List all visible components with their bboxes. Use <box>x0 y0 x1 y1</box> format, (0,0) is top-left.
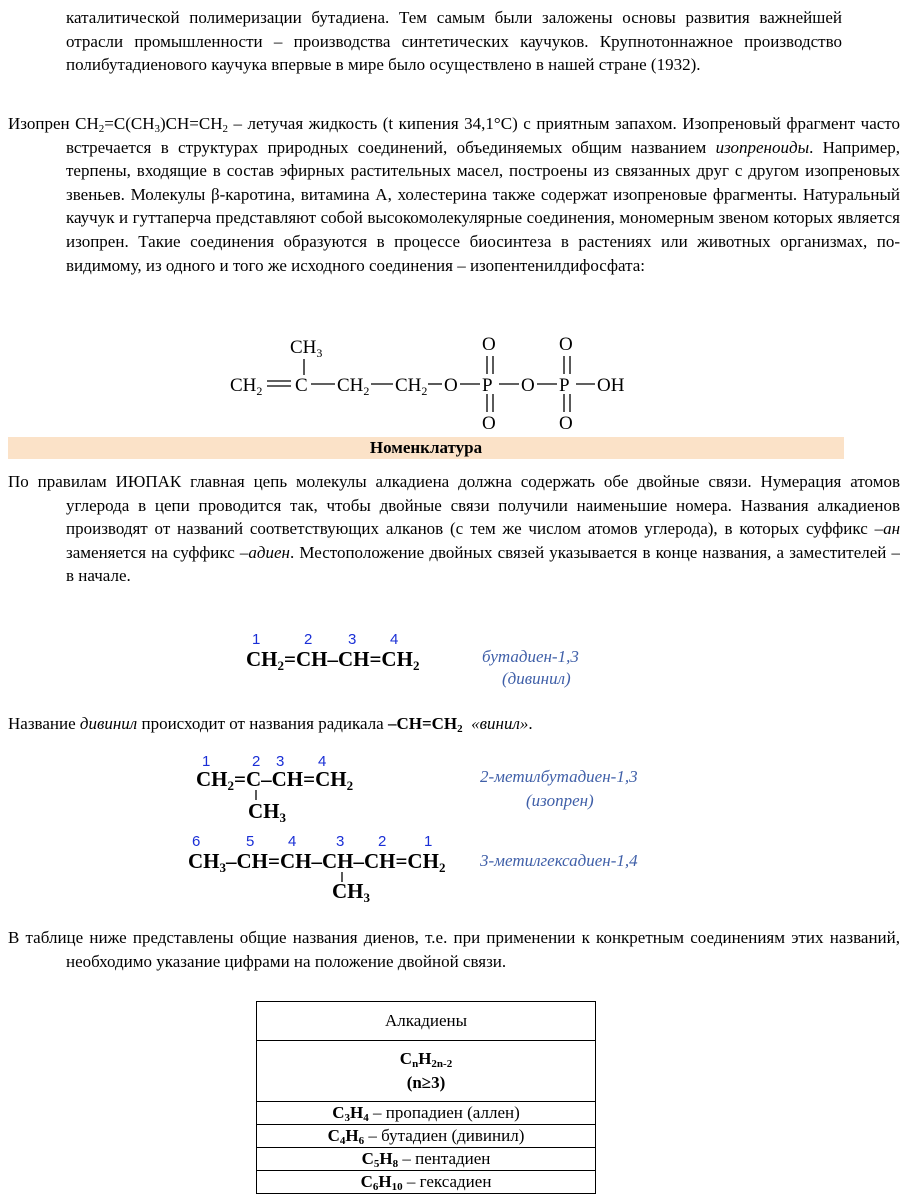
general-formula-cell: $C_nH_{2n-2}$ (n≥3) <box>257 1041 596 1102</box>
alkadienes-table <box>256 1001 596 1194</box>
ipp-ch2-start: $CH_2$ <box>230 375 263 398</box>
iupac-text: По правилам ИЮПАК главная цепь молекулы алкадиена должна содержать обе двойные связи. Нумерация атомов углерода в цепи проводится так, чтобы двойные связи получили наименьшие номера. Названия алкадиенов производят от названий соответствующих алканов (с тем же числом атомов углерода), в которых суффикс <box>8 472 900 539</box>
isoprene-text: . Например, терпены, входящие в состав эфирных растительных масел, построены из связанных друг с другом изопреновых звеньев. Молекулы β-каротина, витамина А, холестерина также содержат изопреновые фрагменты. Натуральный каучук и гуттаперча представляют собой высокомолекулярные соединения, мономерным звеном которых является изопрен. Такие соединения образуются в процессе биосинтеза в растениях или животных организмах, по-видимому, из одного и того же исходного соединения – изопентенилдифосфата: <box>66 137 900 275</box>
carbon-number: 1 <box>202 753 211 770</box>
ipp-ch3-label: $CH_3$ <box>290 337 323 360</box>
isoprene-text: – летучая жидкость (t кипения 34,1°C) с приятным запахом. Изопреновый фрагмент часто встречается в структурах природных соединений, объединяемых общим названием <box>66 114 900 157</box>
ipp-p2: P <box>559 375 570 396</box>
isoprene-name: 2-метилбутадиен-1,3 <box>480 767 638 786</box>
ipp-o1: O <box>444 375 458 396</box>
isoprene-formula <box>190 750 660 825</box>
paragraph-intro <box>66 6 842 77</box>
ipp-p2-o-top: O <box>559 334 573 355</box>
ipp-c-atom: C <box>295 375 308 396</box>
general-condition: (n≥3) <box>406 1073 446 1092</box>
ipp-structure <box>225 330 645 435</box>
carbon-number: 2 <box>378 833 387 850</box>
divinyl-text: Название <box>8 714 80 733</box>
ipp-ch2-b: $CH_2$ <box>395 375 428 398</box>
carbon-number: 5 <box>246 833 255 850</box>
isoprene-formula-part: Изопрен CH <box>8 114 99 133</box>
paragraph-intro-line2: важнейшей отрасли промышленности – производства синтетических каучуков. <box>66 8 842 51</box>
paragraph-intro-line1: каталитической полимеризации бутадиена. Тем самым были заложены основы развития <box>66 8 750 27</box>
subscript: 2 <box>222 123 228 135</box>
section-title-nomenclature: Номенклатура <box>8 437 844 459</box>
ipp-oh: OH <box>597 375 625 396</box>
hexadiene-name: 3-метилгексадиен-1,4 <box>480 851 638 870</box>
term-divinyl: дивинил <box>79 714 138 733</box>
carbon-number: 3 <box>276 753 285 770</box>
ipp-p1-o-bottom: O <box>482 413 496 434</box>
table-row: $C_5H_8$ – пентадиен <box>257 1148 596 1171</box>
hexadiene-main-chain: CH3–CH=CH–CH–CH=CH2 <box>188 849 446 875</box>
isoprene-formula-part: )CH=CH <box>159 114 223 133</box>
subscript: 2 <box>98 123 105 135</box>
ipp-p1: P <box>482 375 493 396</box>
butadiene-formula <box>240 628 620 692</box>
ipp-p2-o-bottom: O <box>559 413 573 434</box>
iupac-text: заменяется на суффикс <box>66 542 240 562</box>
isoprene-alt-name: (изопрен) <box>526 791 594 810</box>
term-isoprenoids: изопреноиды <box>715 137 810 157</box>
carbon-number: 4 <box>318 753 327 770</box>
paragraph-divinyl <box>8 712 842 736</box>
paragraph-isoprene <box>8 112 900 277</box>
butadiene-name: бутадиен-1,3 <box>482 647 579 666</box>
carbon-number: 6 <box>192 833 201 850</box>
isoprene-formula-part: =C(CH <box>104 114 155 133</box>
paragraph-intro-line4: осуществлено в нашей стране (1932). <box>429 55 701 75</box>
carbon-number: 4 <box>288 833 297 850</box>
table-header: Алкадиены <box>257 1002 596 1041</box>
carbon-number: 4 <box>390 631 399 648</box>
paragraph-table-intro <box>8 926 900 973</box>
carbon-number: 3 <box>348 631 357 648</box>
suffix-adien: –адиен <box>239 542 290 562</box>
carbon-number: 1 <box>424 833 433 850</box>
iupac-text: . Местоположение двойных связей указывается в конце названия, а заместителей – в начале. <box>66 542 900 586</box>
hexadiene-formula <box>188 830 680 905</box>
paragraph-iupac <box>8 470 900 588</box>
butadiene-alt-name: (дивинил) <box>502 669 571 688</box>
carbon-number: 3 <box>336 833 345 850</box>
suffix-an: –ан <box>874 519 900 539</box>
isoprene-main-chain: CH2=C–CH=CH2 <box>196 767 354 793</box>
subscript: 3 <box>154 123 160 135</box>
table-row: $C_4H_6$ – бутадиен (дивинил) <box>257 1125 596 1148</box>
ipp-o2: O <box>521 375 535 396</box>
ipp-p1-o-top: O <box>482 334 496 355</box>
table-intro-text: В таблице ниже представлены общие названия диенов, т.е. при применении к конкретным соединениям этих названий, необходимо указание цифрами на положение двойной связи. <box>8 928 900 971</box>
table-row: $C_6H_{10}$ – гексадиен <box>257 1171 596 1194</box>
carbon-number: 2 <box>304 631 313 648</box>
butadiene-structure: CH2=CH–CH=CH2 <box>246 647 420 673</box>
divinyl-text: . <box>528 714 533 733</box>
ipp-ch2-a: $CH_2$ <box>337 375 370 398</box>
hexadiene-methyl-branch: CH3 <box>332 879 370 905</box>
isoprene-methyl-branch: CH3 <box>248 799 286 825</box>
carbon-number: 2 <box>252 753 261 770</box>
term-vinyl: «винил» <box>471 714 529 733</box>
carbon-number: 1 <box>252 631 261 648</box>
radical-formula: $-CH=CH_2$ <box>387 714 463 735</box>
paragraph-intro-line3: Крупнотоннажное производство полибутадиенового каучука впервые в мире было <box>66 31 842 75</box>
table-row: $C_3H_4$ – пропадиен (аллен) <box>257 1102 596 1125</box>
divinyl-text: происходит от названия радикала <box>137 714 388 733</box>
